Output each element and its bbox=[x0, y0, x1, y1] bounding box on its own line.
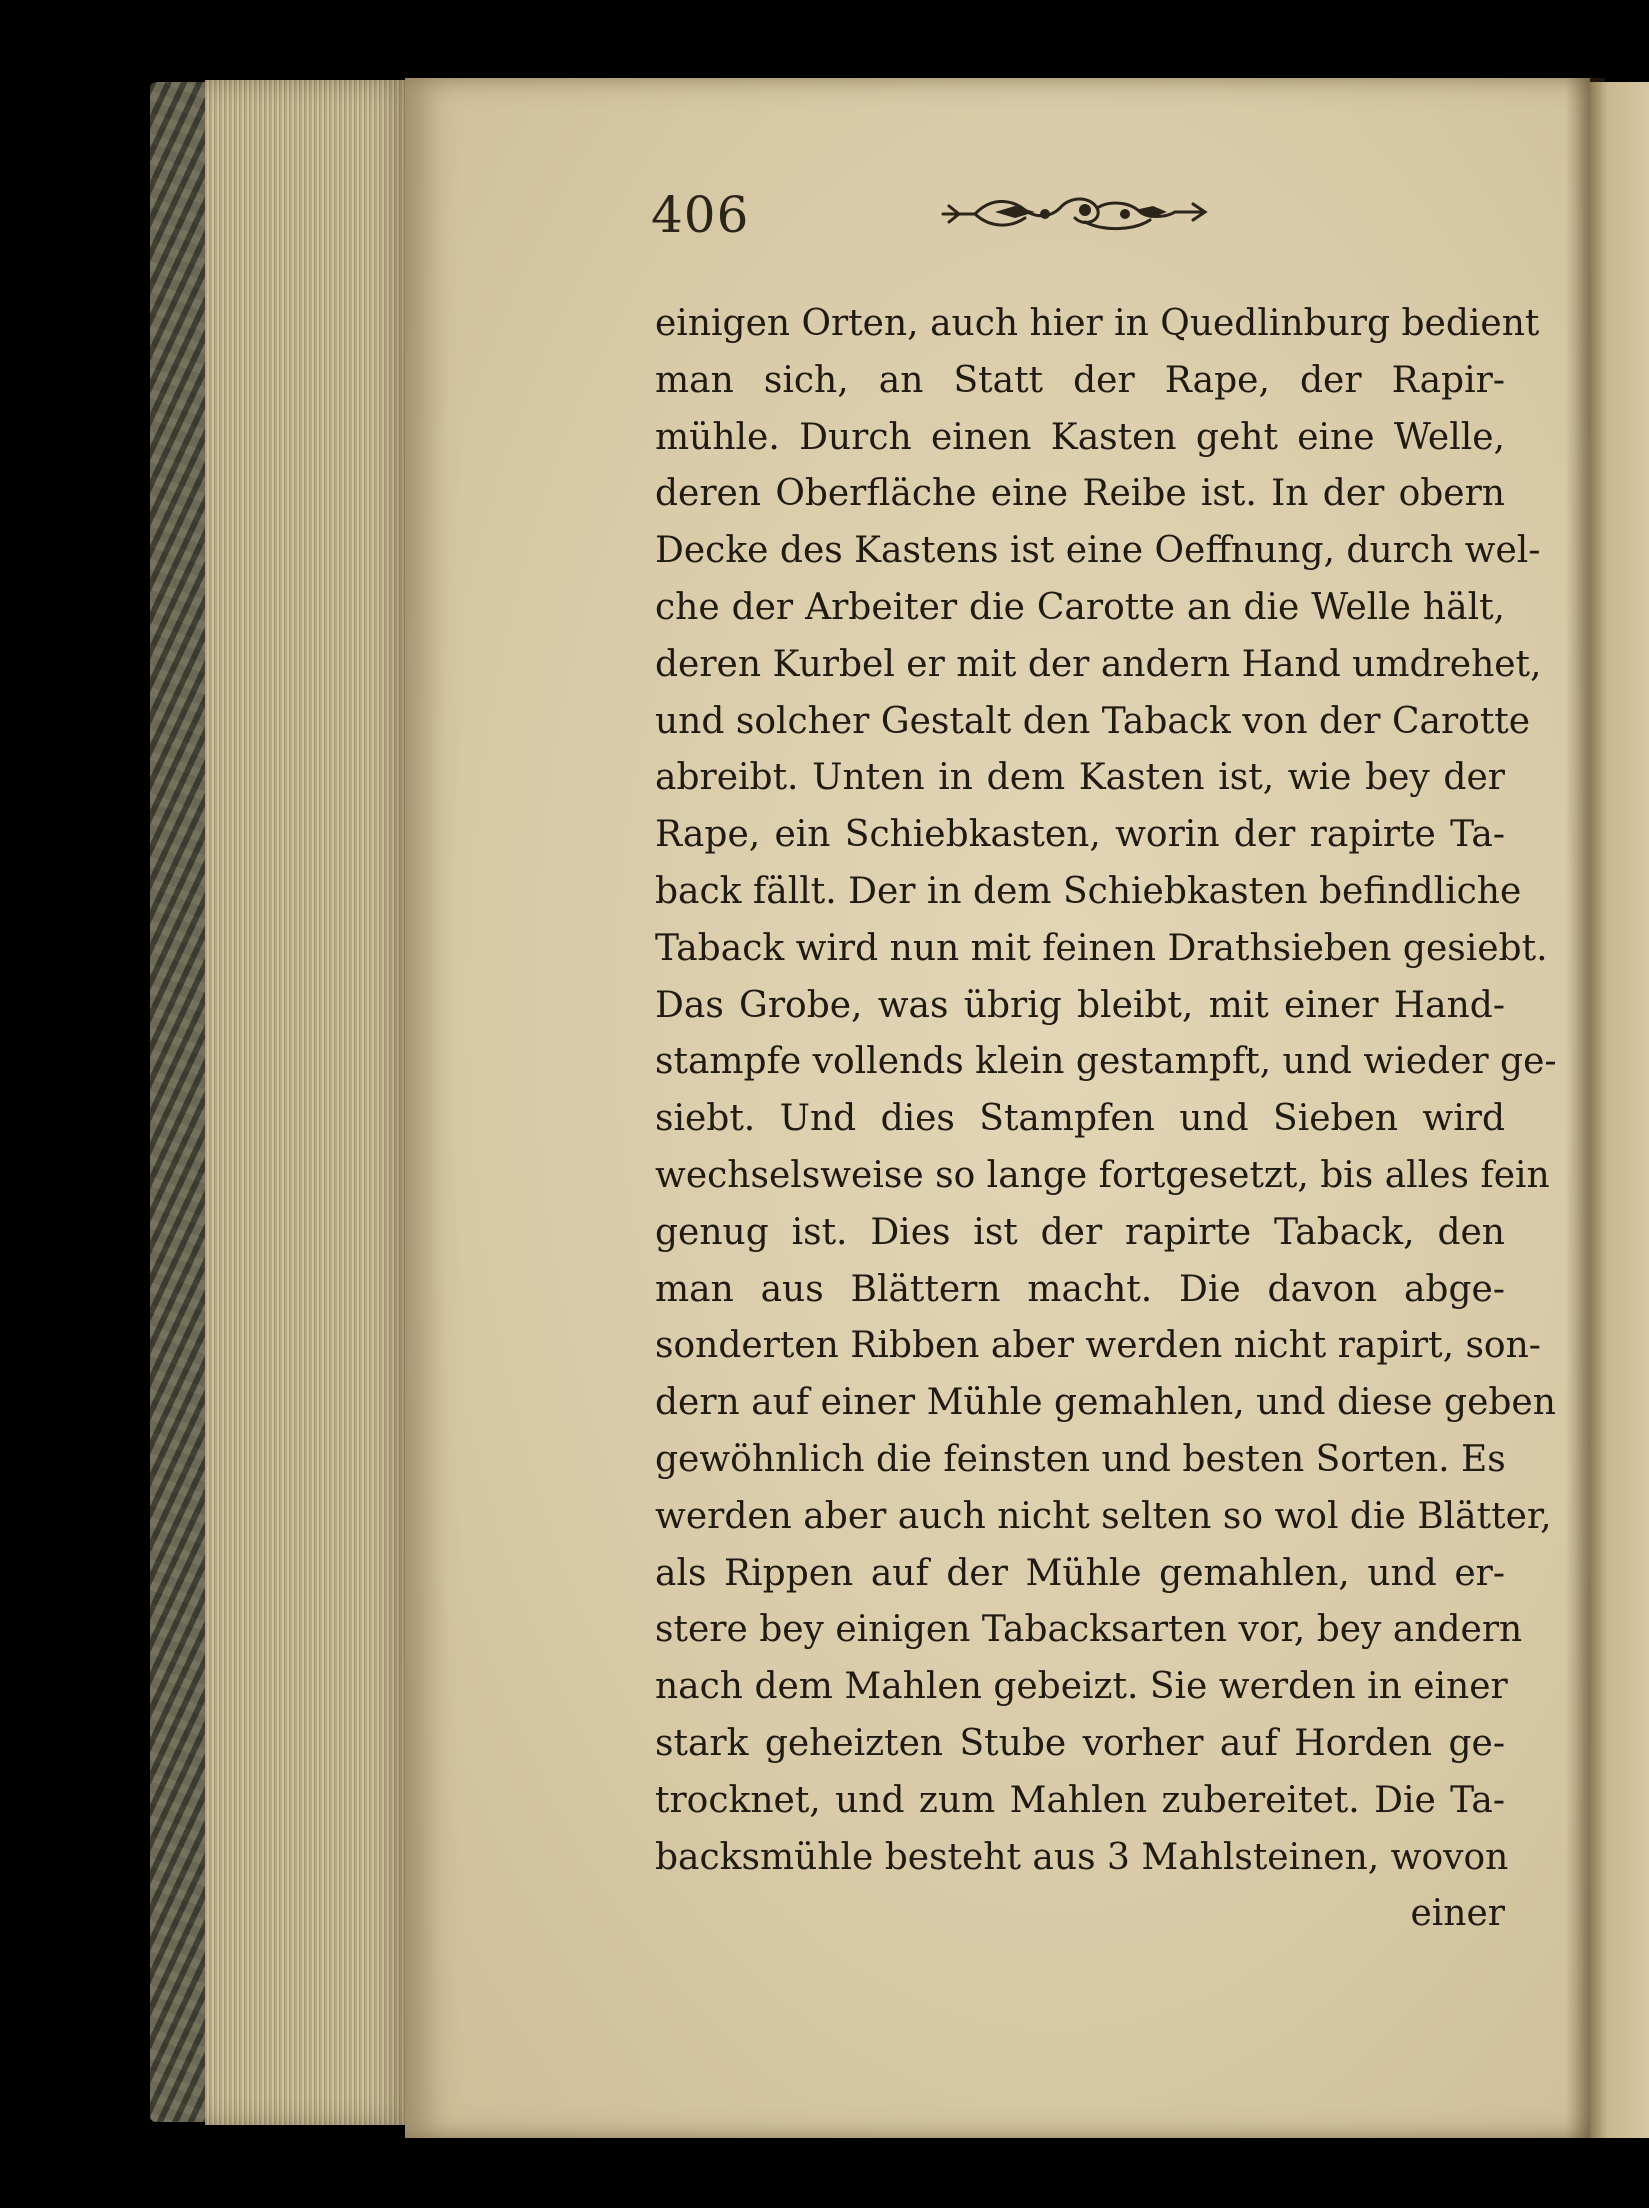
text-line: dern auf einer Mühle gemahlen, und diese geben bbox=[655, 1382, 1556, 1424]
page-edges bbox=[205, 80, 415, 2125]
decorative-ornament bbox=[935, 188, 1215, 238]
text-line: deren Oberfläche eine Reibe ist. In der obern bbox=[655, 473, 1505, 515]
text-line: gewöhnlich die feinsten und besten Sorten. Es bbox=[655, 1438, 1506, 1480]
text-line: Taback wird nun mit feinen Drathsieben gesiebt. bbox=[655, 927, 1548, 969]
text-line: Decke des Kastens ist eine Oeffnung, durch wel- bbox=[655, 530, 1541, 572]
text-line: siebt. Und dies Stampfen und Sieben wird bbox=[655, 1098, 1505, 1140]
text-line: trocknet, und zum Mahlen zubereitet. Die Ta- bbox=[655, 1779, 1505, 1821]
text-line: deren Kurbel er mit der andern Hand umdrehet, bbox=[655, 643, 1542, 685]
text-line: stere bey einigen Tabacksarten vor, bey andern bbox=[655, 1609, 1523, 1651]
opposite-page-edge bbox=[1590, 82, 1649, 2138]
text-line: backsmühle besteht aus 3 Mahlsteinen, wovon bbox=[655, 1836, 1509, 1878]
text-line: wechselsweise so lange fortgesetzt, bis alles fein bbox=[655, 1154, 1550, 1196]
catchword: einer bbox=[1410, 1893, 1505, 1935]
text-line: stampfe vollends klein gestampft, und wieder ge- bbox=[655, 1041, 1557, 1083]
text-line: stark geheizten Stube vorher auf Horden ge- bbox=[655, 1722, 1505, 1764]
text-line: che der Arbeiter die Carotte an die Welle hält, bbox=[655, 586, 1505, 628]
text-line: back fällt. Der in dem Schiebkasten befindliche bbox=[655, 870, 1522, 912]
text-line: als Rippen auf der Mühle gemahlen, und er- bbox=[655, 1552, 1505, 1594]
text-line: man sich, an Statt der Rape, der Rapir- bbox=[655, 359, 1505, 401]
page-number: 406 bbox=[651, 186, 750, 244]
text-line: sonderten Ribben aber werden nicht rapirt, son- bbox=[655, 1325, 1541, 1367]
text-line: einigen Orten, auch hier in Quedlinburg bedient bbox=[655, 303, 1540, 344]
text-line: Das Grobe, was übrig bleibt, mit einer Hand- bbox=[655, 984, 1505, 1026]
text-line: nach dem Mahlen gebeizt. Sie werden in einer bbox=[655, 1666, 1508, 1708]
text-line: Rape, ein Schiebkasten, worin der rapirte Ta- bbox=[655, 814, 1505, 856]
text-line: genug ist. Dies ist der rapirte Taback, den bbox=[655, 1211, 1505, 1253]
text-line: abreibt. Unten in dem Kasten ist, wie bey der bbox=[655, 757, 1505, 799]
text-line: und solcher Gestalt den Taback von der Carotte bbox=[655, 700, 1531, 742]
text-line: man aus Blättern macht. Die davon abge- bbox=[655, 1268, 1505, 1310]
text-line: mühle. Durch einen Kasten geht eine Welle, bbox=[655, 416, 1505, 458]
text-line: werden aber auch nicht selten so wol die Blätter, bbox=[655, 1495, 1552, 1537]
body-text bbox=[655, 296, 1557, 1943]
